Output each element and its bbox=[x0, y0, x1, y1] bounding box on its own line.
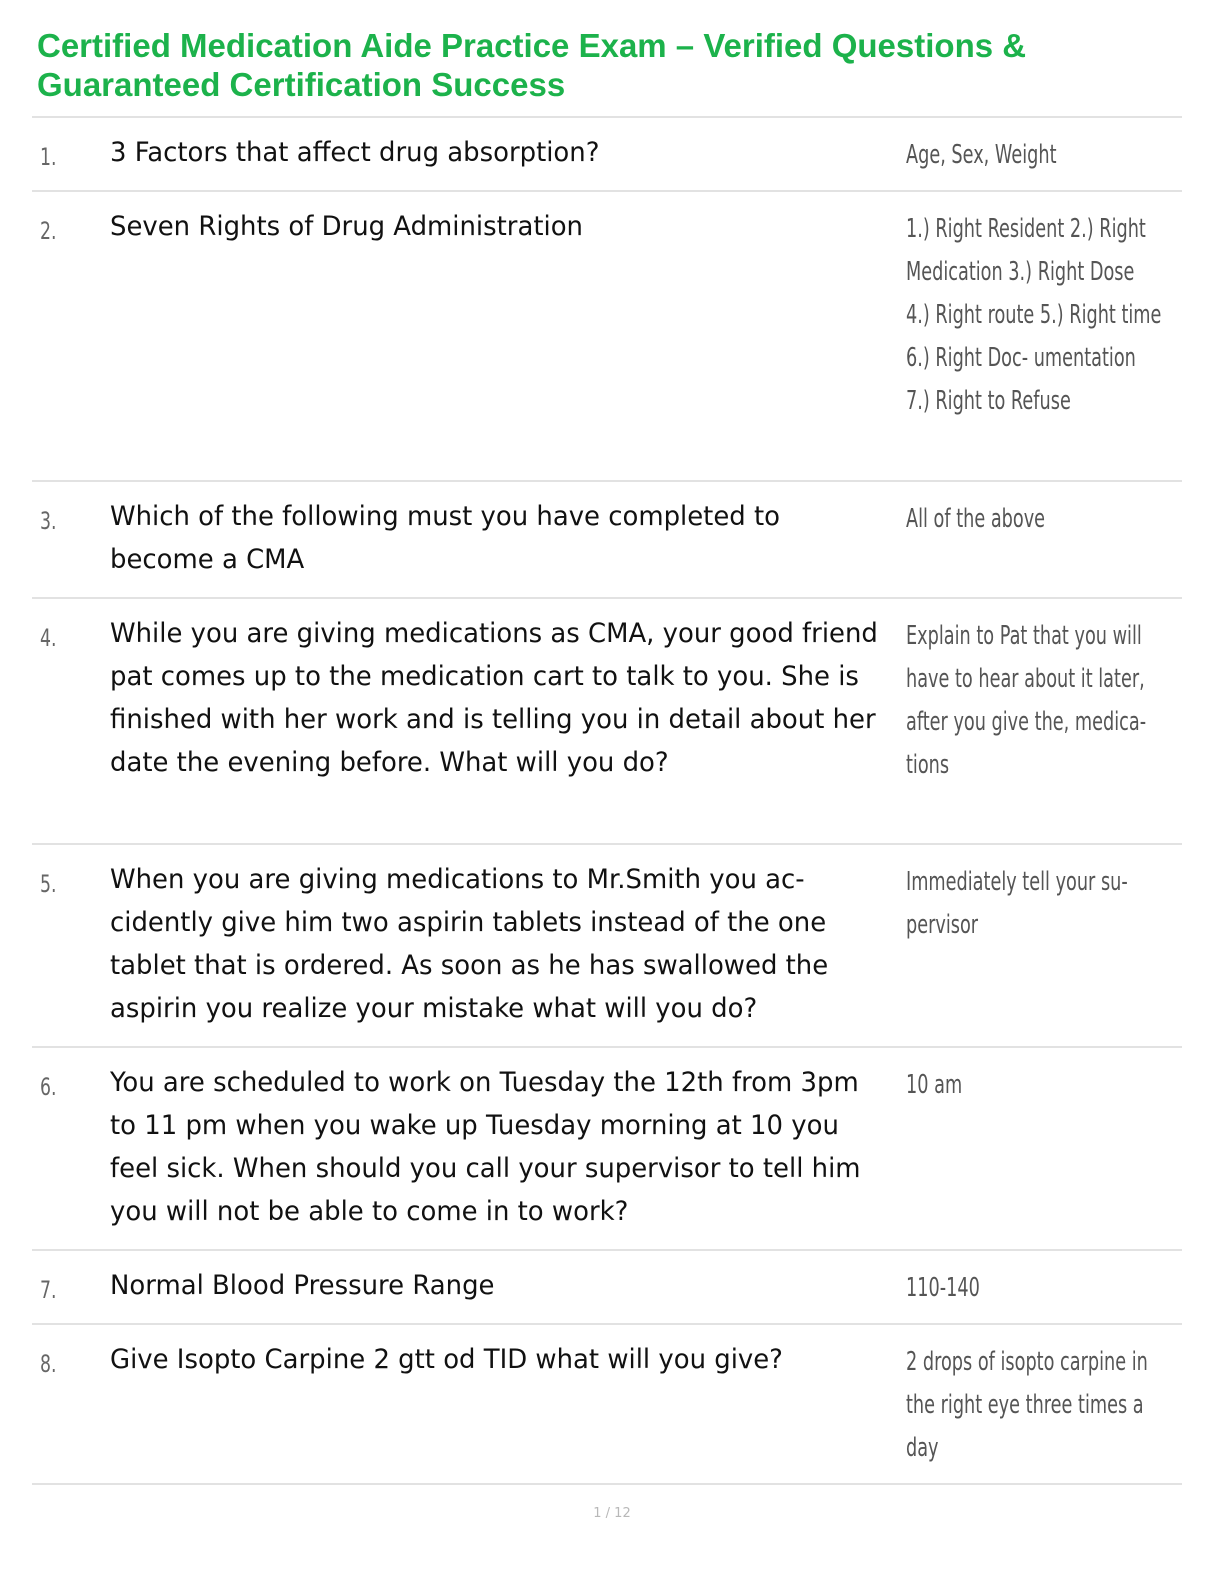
answer-text: Immediately tell your su- pervisor bbox=[906, 867, 1128, 940]
question-number: 4. bbox=[40, 624, 57, 652]
qa-table bbox=[32, 116, 1182, 1485]
answer-text: 2 drops of isopto carpine in the right eye three times a day bbox=[906, 1347, 1148, 1463]
question-number: 3. bbox=[40, 507, 57, 535]
answer-text: All of the above bbox=[906, 504, 1046, 534]
answer-text: 110-140 bbox=[906, 1273, 980, 1303]
qa-row-5 bbox=[32, 845, 1182, 1048]
question-number: 7. bbox=[40, 1276, 57, 1304]
answer-text: 1.) Right Resident 2.) Right Medication 3.) Right Dose 4.) Right route 5.) Right time 6.) Right Doc- umentation 7.) Right to Refuse bbox=[906, 214, 1162, 416]
question-number: 5. bbox=[40, 870, 57, 898]
qa-row-3 bbox=[32, 482, 1182, 599]
answer-text: Age, Sex, Weight bbox=[906, 140, 1057, 170]
answer-text: 10 am bbox=[906, 1070, 963, 1100]
qa-row-7 bbox=[32, 1251, 1182, 1325]
qa-row-6 bbox=[32, 1048, 1182, 1251]
question-number: 2. bbox=[40, 217, 57, 245]
question-text: When you are giving medications to Mr.Smith you ac- cidently give him two aspirin tablets instead of the one tablet that is ordered. As soon as he has swallowed the aspirin you realize your mistake what will you do? bbox=[110, 864, 829, 1024]
question-text: 3 Factors that affect drug absorption? bbox=[110, 137, 600, 168]
question-text: Normal Blood Pressure Range bbox=[110, 1270, 495, 1301]
qa-row-1 bbox=[32, 118, 1182, 192]
question-number: 1. bbox=[40, 143, 57, 171]
page-indicator: 1 / 12 bbox=[593, 1506, 631, 1521]
question-text: While you are giving medications as CMA, your good friend pat comes up to the medication cart to talk to you. She is finished with her work and is telling you in detail about her date the evening before. What will you do? bbox=[110, 618, 878, 778]
question-text: You are scheduled to work on Tuesday the 12th from 3pm to 11 pm when you wake up Tuesday morning at 10 you feel sick. When should you call your supervisor to tell him you will not be able to come in to work? bbox=[110, 1067, 861, 1227]
qa-row-2 bbox=[32, 192, 1182, 482]
qa-row-4 bbox=[32, 599, 1182, 845]
question-text: Which of the following must you have completed to become a CMA bbox=[110, 501, 781, 575]
question-text: Give Isopto Carpine 2 gtt od TID what will you give? bbox=[110, 1344, 783, 1375]
answer-text: Explain to Pat that you will have to hear about it later, after you give the, medica- tions bbox=[906, 621, 1147, 780]
qa-row-8 bbox=[32, 1325, 1182, 1485]
document-title: Certified Medication Aide Practice Exam – Verified Questions & Guaranteed Certification Success bbox=[37, 27, 1027, 103]
question-number: 8. bbox=[40, 1350, 57, 1378]
question-number: 6. bbox=[40, 1073, 57, 1101]
question-text: Seven Rights of Drug Administration bbox=[110, 211, 583, 242]
